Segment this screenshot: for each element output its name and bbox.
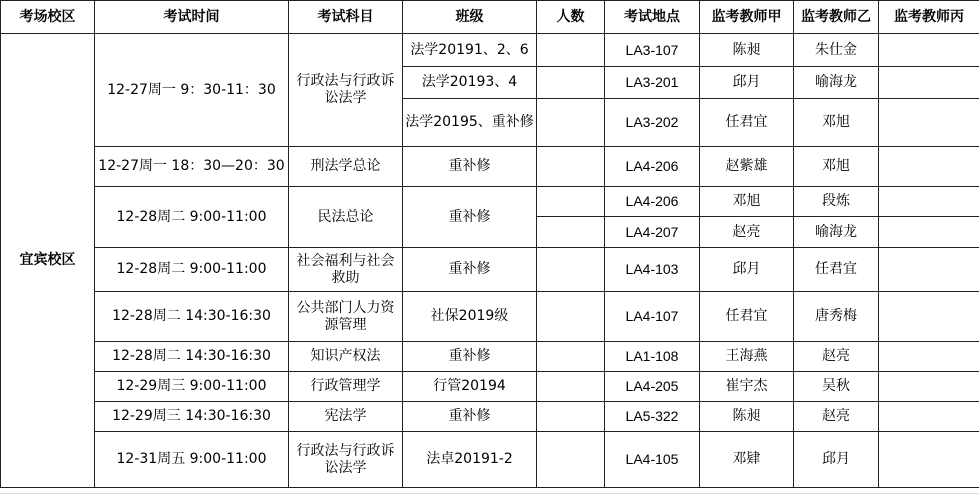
proctor-a-cell: 赵紫雄 — [700, 147, 794, 187]
proctor-c-cell[interactable] — [879, 187, 979, 217]
location-cell: LA5-322 — [605, 402, 700, 432]
count-cell[interactable] — [537, 432, 605, 488]
exam-time-cell: 12-28周二 9:00-11:00 — [95, 187, 289, 248]
header-subject: 考试科目 — [289, 1, 403, 34]
count-cell[interactable] — [537, 372, 605, 402]
class-cell: 法卓20191-2 — [403, 432, 537, 488]
proctor-c-cell[interactable] — [879, 99, 979, 147]
location-cell: LA4-103 — [605, 248, 700, 292]
count-cell[interactable] — [537, 34, 605, 67]
proctor-c-cell[interactable] — [879, 402, 979, 432]
proctor-c-cell[interactable] — [879, 147, 979, 187]
proctor-b-cell: 赵亮 — [794, 342, 879, 372]
proctor-b-cell: 吴秋 — [794, 372, 879, 402]
location-cell: LA4-205 — [605, 372, 700, 402]
table-row — [1, 248, 979, 292]
count-cell[interactable] — [537, 147, 605, 187]
proctor-a-cell: 邓旭 — [700, 187, 794, 217]
class-cell: 重补修 — [403, 402, 537, 432]
table-row — [1, 187, 979, 217]
class-cell: 重补修 — [403, 342, 537, 372]
header-location: 考试地点 — [605, 1, 700, 34]
subject-cell: 知识产权法 — [289, 342, 403, 372]
location-cell: LA4-206 — [605, 187, 700, 217]
proctor-c-cell[interactable] — [879, 217, 979, 248]
location-cell: LA4-206 — [605, 147, 700, 187]
subject-cell: 行政法与行政诉讼法学 — [289, 34, 403, 147]
proctor-a-cell: 赵亮 — [700, 217, 794, 248]
count-cell[interactable] — [537, 342, 605, 372]
header-exam-time: 考试时间 — [95, 1, 289, 34]
count-cell[interactable] — [537, 99, 605, 147]
location-cell: LA4-107 — [605, 292, 700, 342]
class-cell: 重补修 — [403, 187, 537, 248]
count-cell[interactable] — [537, 248, 605, 292]
class-cell: 法学20193、4 — [403, 67, 537, 99]
header-proctor-a: 监考教师甲 — [700, 1, 794, 34]
class-cell: 法学20191、2、6 — [403, 34, 537, 67]
table-row — [1, 402, 979, 432]
location-cell: LA4-207 — [605, 217, 700, 248]
location-cell: LA3-107 — [605, 34, 700, 67]
class-cell: 重补修 — [403, 147, 537, 187]
proctor-c-cell[interactable] — [879, 67, 979, 99]
exam-time-cell: 12-28周二 14:30-16:30 — [95, 292, 289, 342]
class-cell: 社保2019级 — [403, 292, 537, 342]
subject-cell: 公共部门人力资源管理 — [289, 292, 403, 342]
proctor-a-cell: 邱月 — [700, 67, 794, 99]
exam-time-cell: 12-29周三 9:00-11:00 — [95, 372, 289, 402]
table-row — [1, 432, 979, 488]
location-cell: LA4-105 — [605, 432, 700, 488]
subject-cell: 社会福利与社会救助 — [289, 248, 403, 292]
proctor-b-cell: 任君宜 — [794, 248, 879, 292]
header-class: 班级 — [403, 1, 537, 34]
proctor-a-cell: 邱月 — [700, 248, 794, 292]
class-cell: 法学20195、重补修 — [403, 99, 537, 147]
subject-cell: 行政法与行政诉讼法学 — [289, 432, 403, 488]
proctor-a-cell: 王海燕 — [700, 342, 794, 372]
table-row — [1, 34, 979, 67]
exam-time-cell: 12-29周三 14:30-16:30 — [95, 402, 289, 432]
count-cell[interactable] — [537, 402, 605, 432]
proctor-c-cell[interactable] — [879, 372, 979, 402]
class-cell: 重补修 — [403, 248, 537, 292]
header-proctor-b: 监考教师乙 — [794, 1, 879, 34]
subject-cell: 行政管理学 — [289, 372, 403, 402]
subject-cell: 宪法学 — [289, 402, 403, 432]
proctor-a-cell: 任君宜 — [700, 99, 794, 147]
table-row — [1, 147, 979, 187]
header-campus: 考场校区 — [1, 1, 95, 34]
proctor-b-cell: 段炼 — [794, 187, 879, 217]
subject-cell: 刑法学总论 — [289, 147, 403, 187]
location-cell: LA3-202 — [605, 99, 700, 147]
proctor-b-cell: 赵亮 — [794, 402, 879, 432]
proctor-c-cell[interactable] — [879, 342, 979, 372]
header-count: 人数 — [537, 1, 605, 34]
count-cell[interactable] — [537, 67, 605, 99]
proctor-b-cell: 唐秀梅 — [794, 292, 879, 342]
location-cell: LA3-201 — [605, 67, 700, 99]
proctor-b-cell: 邓旭 — [794, 147, 879, 187]
exam-time-cell: 12-28周二 9:00-11:00 — [95, 248, 289, 292]
proctor-b-cell: 朱仕金 — [794, 34, 879, 67]
campus-cell: 宜宾校区 — [1, 34, 95, 488]
proctor-a-cell: 邓肄 — [700, 432, 794, 488]
proctor-c-cell[interactable] — [879, 34, 979, 67]
exam-time-cell: 12-28周二 14:30-16:30 — [95, 342, 289, 372]
proctor-c-cell[interactable] — [879, 292, 979, 342]
class-cell: 行管20194 — [403, 372, 537, 402]
proctor-b-cell: 邓旭 — [794, 99, 879, 147]
subject-cell: 民法总论 — [289, 187, 403, 248]
count-cell[interactable] — [537, 292, 605, 342]
proctor-a-cell: 陈昶 — [700, 34, 794, 67]
proctor-b-cell: 喻海龙 — [794, 217, 879, 248]
exam-time-cell: 12-27周一 18：30—20：30 — [95, 147, 289, 187]
proctor-c-cell[interactable] — [879, 432, 979, 488]
header-proctor-c: 监考教师丙 — [879, 1, 979, 34]
proctor-a-cell: 陈昶 — [700, 402, 794, 432]
location-cell: LA1-108 — [605, 342, 700, 372]
exam-time-cell: 12-27周一 9：30-11：30 — [95, 34, 289, 147]
table-row — [1, 372, 979, 402]
proctor-b-cell: 喻海龙 — [794, 67, 879, 99]
proctor-c-cell[interactable] — [879, 248, 979, 292]
table-row — [1, 342, 979, 372]
header-row — [1, 1, 979, 34]
exam-time-cell: 12-31周五 9:00-11:00 — [95, 432, 289, 488]
count-cell[interactable] — [537, 187, 605, 217]
table-row — [1, 292, 979, 342]
proctor-a-cell: 任君宜 — [700, 292, 794, 342]
count-cell[interactable] — [537, 217, 605, 248]
proctor-b-cell: 邱月 — [794, 432, 879, 488]
proctor-a-cell: 崔宇杰 — [700, 372, 794, 402]
